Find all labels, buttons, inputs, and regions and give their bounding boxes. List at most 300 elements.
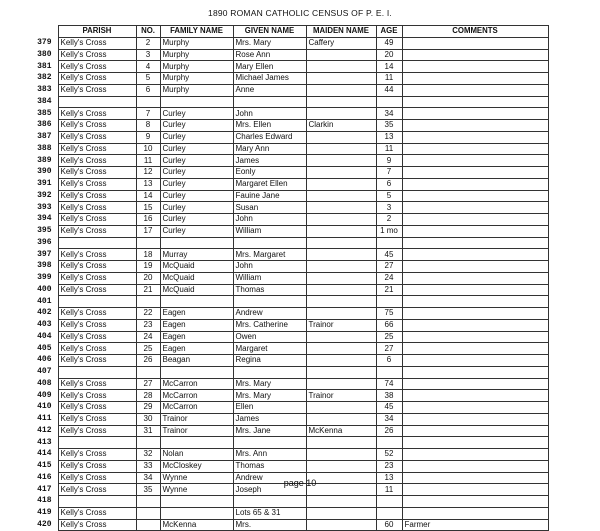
given-name-cell: Fauine Jane [233,190,306,202]
table-row [35,378,548,390]
comments-cell [402,331,548,343]
family-name-cell: Curley [160,190,233,202]
number-cell: 31 [136,425,160,437]
comments-cell [402,413,548,425]
given-name-cell: John [233,214,306,226]
parish-cell: Kelly's Cross [58,519,136,531]
parish-cell: Kelly's Cross [58,507,136,519]
number-cell: 20 [136,272,160,284]
comments-cell [402,390,548,402]
maiden-name-cell [306,225,376,237]
comments-cell [402,425,548,437]
header-comments: COMMENTS [402,26,548,38]
parish-cell: Kelly's Cross [58,202,136,214]
given-name-cell [233,496,306,508]
given-name-cell: Rose Ann [233,49,306,61]
maiden-name-cell [306,296,376,308]
number-cell: 4 [136,61,160,73]
maiden-name-cell [306,96,376,108]
number-cell [136,366,160,378]
family-name-cell: Wynne [160,472,233,484]
family-name-cell: Beagan [160,355,233,367]
comments-cell [402,37,548,49]
comments-cell [402,449,548,461]
comments-cell [402,178,548,190]
family-name-cell [160,496,233,508]
age-cell [376,96,402,108]
given-name-cell: Andrew [233,472,306,484]
table-header-row [35,26,548,38]
number-cell: 6 [136,84,160,96]
family-name-cell: Eagen [160,319,233,331]
table-row [35,366,548,378]
age-cell: 35 [376,120,402,132]
number-cell: 22 [136,308,160,320]
given-name-cell: Mrs. Mary [233,37,306,49]
given-name-cell: Charles Edward [233,131,306,143]
number-cell: 11 [136,155,160,167]
row-number: 409 [37,390,52,400]
maiden-name-cell [306,108,376,120]
table-row [35,249,548,261]
number-cell: 33 [136,460,160,472]
parish-cell: Kelly's Cross [58,472,136,484]
maiden-name-cell [306,84,376,96]
maiden-name-cell: Clarkin [306,120,376,132]
family-name-cell [160,96,233,108]
comments-cell [402,225,548,237]
comments-cell: Farmer [402,519,548,531]
header-age: AGE [376,26,402,38]
maiden-name-cell [306,131,376,143]
given-name-cell: Thomas [233,284,306,296]
table-row [35,496,548,508]
comments-cell [402,190,548,202]
table-row [35,96,548,108]
family-name-cell: Murphy [160,49,233,61]
age-cell: 27 [376,261,402,273]
maiden-name-cell [306,178,376,190]
family-name-cell: Nolan [160,449,233,461]
maiden-name-cell [306,519,376,531]
age-cell: 44 [376,84,402,96]
comments-cell [402,343,548,355]
comments-cell [402,49,548,61]
number-cell: 30 [136,413,160,425]
parish-cell: Kelly's Cross [58,225,136,237]
family-name-cell: McQuaid [160,272,233,284]
age-cell: 45 [376,402,402,414]
family-name-cell: McKenna [160,519,233,531]
row-number: 396 [37,237,52,247]
maiden-name-cell [306,49,376,61]
page-title: 1890 ROMAN CATHOLIC CENSUS OF P. E. I. [208,8,392,18]
table-row [35,49,548,61]
parish-cell: Kelly's Cross [58,284,136,296]
row-number: 399 [37,273,52,283]
row-number: 386 [37,120,52,130]
maiden-name-cell [306,237,376,249]
maiden-name-cell [306,190,376,202]
number-cell: 19 [136,261,160,273]
given-name-cell: Mrs. Margaret [233,249,306,261]
parish-cell: Kelly's Cross [58,37,136,49]
table-row [35,261,548,273]
number-cell [136,507,160,519]
parish-cell: Kelly's Cross [58,449,136,461]
header-maiden-name: MAIDEN NAME [306,26,376,38]
row-number: 388 [37,143,52,153]
maiden-name-cell [306,343,376,355]
age-cell: 24 [376,272,402,284]
number-cell [136,237,160,249]
table-row [35,237,548,249]
number-cell: 15 [136,202,160,214]
comments-cell [402,202,548,214]
given-name-cell: James [233,155,306,167]
age-cell: 25 [376,331,402,343]
header-no: NO. [136,26,160,38]
comments-cell [402,284,548,296]
table-row [35,190,548,202]
maiden-name-cell [306,460,376,472]
age-cell: 20 [376,49,402,61]
maiden-name-cell [306,261,376,273]
age-cell: 9 [376,155,402,167]
row-number: 402 [37,308,52,318]
table-row [35,402,548,414]
comments-cell [402,378,548,390]
number-cell [136,96,160,108]
row-number: 384 [37,96,52,106]
parish-cell: Kelly's Cross [58,308,136,320]
age-cell: 27 [376,343,402,355]
age-cell: 2 [376,214,402,226]
table-row [35,167,548,179]
family-name-cell: Curley [160,120,233,132]
family-name-cell: Curley [160,131,233,143]
comments-cell [402,237,548,249]
age-cell: 38 [376,390,402,402]
table-row [35,143,548,155]
age-cell: 21 [376,284,402,296]
number-cell [136,519,160,531]
age-cell: 60 [376,519,402,531]
maiden-name-cell [306,413,376,425]
given-name-cell: Lots 65 & 31 [233,507,306,519]
row-number: 416 [37,472,52,482]
parish-cell: Kelly's Cross [58,143,136,155]
given-name-cell: Susan [233,202,306,214]
given-name-cell: Mrs. Jane [233,425,306,437]
maiden-name-cell [306,272,376,284]
comments-cell [402,296,548,308]
row-number: 406 [37,355,52,365]
parish-cell: Kelly's Cross [58,319,136,331]
maiden-name-cell [306,214,376,226]
given-name-cell: Mrs. Ellen [233,120,306,132]
maiden-name-cell [306,366,376,378]
family-name-cell: Eagen [160,331,233,343]
parish-cell: Kelly's Cross [58,167,136,179]
number-cell: 34 [136,472,160,484]
given-name-cell: James [233,413,306,425]
number-cell: 8 [136,120,160,132]
family-name-cell: Curley [160,214,233,226]
age-cell: 13 [376,472,402,484]
age-cell: 23 [376,460,402,472]
parish-cell: Kelly's Cross [58,108,136,120]
family-name-cell [160,237,233,249]
family-name-cell: Murray [160,249,233,261]
age-cell: 49 [376,37,402,49]
family-name-cell [160,296,233,308]
age-cell: 14 [376,61,402,73]
table-row [35,355,548,367]
family-name-cell: Curley [160,167,233,179]
given-name-cell: William [233,272,306,284]
table-row [35,178,548,190]
row-number: 414 [37,449,52,459]
table-row [35,319,548,331]
row-number: 415 [37,461,52,471]
given-name-cell: Mrs. Ann [233,449,306,461]
header-parish: PARISH [58,26,136,38]
family-name-cell: Murphy [160,84,233,96]
given-name-cell: Andrew [233,308,306,320]
family-name-cell: Eagen [160,308,233,320]
maiden-name-cell [306,143,376,155]
row-number: 410 [37,402,52,412]
maiden-name-cell [306,61,376,73]
family-name-cell: Trainor [160,425,233,437]
parish-cell: Kelly's Cross [58,120,136,132]
row-number: 407 [37,367,52,377]
age-cell: 5 [376,190,402,202]
parish-cell: Kelly's Cross [58,402,136,414]
row-number: 412 [37,425,52,435]
maiden-name-cell [306,378,376,390]
row-number: 403 [37,320,52,330]
row-number: 411 [37,414,52,424]
maiden-name-cell [306,402,376,414]
parish-cell: Kelly's Cross [58,343,136,355]
comments-cell [402,61,548,73]
given-name-cell: Mrs. Mary [233,390,306,402]
number-cell [136,496,160,508]
family-name-cell: McCarron [160,390,233,402]
row-number: 387 [37,132,52,142]
given-name-cell: Mrs. Catherine [233,319,306,331]
given-name-cell: John [233,261,306,273]
age-cell: 45 [376,249,402,261]
family-name-cell: Curley [160,225,233,237]
table-row [35,225,548,237]
table-row [35,413,548,425]
page-number: page 10 [283,478,317,488]
parish-cell: Kelly's Cross [58,178,136,190]
comments-cell [402,131,548,143]
header-rownum [35,26,58,38]
row-number: 408 [37,378,52,388]
family-name-cell: Curley [160,202,233,214]
comments-cell [402,460,548,472]
family-name-cell: McCloskey [160,460,233,472]
family-name-cell: Murphy [160,73,233,85]
row-number: 397 [37,249,52,259]
family-name-cell: Curley [160,143,233,155]
row-number: 418 [37,496,52,506]
comments-cell [402,108,548,120]
parish-cell: Kelly's Cross [58,355,136,367]
age-cell [376,296,402,308]
age-cell: 66 [376,319,402,331]
age-cell: 6 [376,178,402,190]
comments-cell [402,319,548,331]
number-cell: 10 [136,143,160,155]
row-number: 420 [37,519,52,529]
comments-cell [402,507,548,519]
row-number: 382 [37,73,52,83]
maiden-name-cell [306,167,376,179]
parish-cell: Kelly's Cross [58,484,136,496]
parish-cell: Kelly's Cross [58,272,136,284]
row-number: 417 [37,484,52,494]
row-number: 394 [37,214,52,224]
parish-cell: Kelly's Cross [58,155,136,167]
row-number: 401 [37,296,52,306]
comments-cell [402,143,548,155]
given-name-cell: Ellen [233,402,306,414]
comments-cell [402,73,548,85]
parish-cell: Kelly's Cross [58,425,136,437]
parish-cell: Kelly's Cross [58,49,136,61]
age-cell [376,507,402,519]
age-cell [376,437,402,449]
row-number: 393 [37,202,52,212]
table-row [35,519,548,531]
number-cell: 16 [136,214,160,226]
parish-cell [58,496,136,508]
row-number: 383 [37,85,52,95]
maiden-name-cell [306,331,376,343]
number-cell: 24 [136,331,160,343]
maiden-name-cell [306,437,376,449]
age-cell: 34 [376,413,402,425]
maiden-name-cell: Caffery [306,37,376,49]
given-name-cell: Joseph [233,484,306,496]
comments-cell [402,402,548,414]
age-cell: 3 [376,202,402,214]
given-name-cell: Mary Ellen [233,61,306,73]
parish-cell: Kelly's Cross [58,214,136,226]
age-cell: 26 [376,425,402,437]
maiden-name-cell [306,449,376,461]
table-row [35,284,548,296]
table-row [35,308,548,320]
table-row [35,272,548,284]
number-cell: 7 [136,108,160,120]
parish-cell: Kelly's Cross [58,61,136,73]
age-cell: 1 mo [376,225,402,237]
age-cell [376,496,402,508]
parish-cell: Kelly's Cross [58,331,136,343]
row-number: 379 [37,38,52,48]
maiden-name-cell [306,284,376,296]
number-cell [136,296,160,308]
number-cell: 26 [136,355,160,367]
census-table [35,25,549,531]
comments-cell [402,249,548,261]
number-cell: 18 [136,249,160,261]
number-cell: 35 [136,484,160,496]
comments-cell [402,366,548,378]
maiden-name-cell [306,355,376,367]
family-name-cell: McCarron [160,378,233,390]
table-row [35,37,548,49]
age-cell: 34 [376,108,402,120]
table-row [35,343,548,355]
number-cell: 14 [136,190,160,202]
given-name-cell: Mrs. [233,519,306,531]
age-cell: 11 [376,484,402,496]
number-cell: 27 [136,378,160,390]
comments-cell [402,496,548,508]
comments-cell [402,120,548,132]
table-row [35,131,548,143]
family-name-cell [160,437,233,449]
family-name-cell: Trainor [160,413,233,425]
family-name-cell: Curley [160,155,233,167]
given-name-cell [233,437,306,449]
age-cell: 52 [376,449,402,461]
table-row [35,390,548,402]
row-number: 380 [37,49,52,59]
table-row [35,61,548,73]
family-name-cell: Murphy [160,37,233,49]
comments-cell [402,214,548,226]
given-name-cell: Margaret Ellen [233,178,306,190]
row-number: 395 [37,226,52,236]
comments-cell [402,155,548,167]
table-row [35,425,548,437]
age-cell: 74 [376,378,402,390]
comments-cell [402,437,548,449]
family-name-cell: McCarron [160,402,233,414]
row-number: 398 [37,261,52,271]
row-number: 391 [37,179,52,189]
comments-cell [402,84,548,96]
parish-cell: Kelly's Cross [58,460,136,472]
row-number: 400 [37,284,52,294]
row-number: 419 [37,508,52,518]
row-number: 392 [37,190,52,200]
parish-cell [58,237,136,249]
maiden-name-cell [306,308,376,320]
number-cell: 28 [136,390,160,402]
number-cell: 17 [136,225,160,237]
table-row [35,449,548,461]
parish-cell [58,437,136,449]
given-name-cell: Thomas [233,460,306,472]
maiden-name-cell [306,73,376,85]
given-name-cell [233,366,306,378]
family-name-cell: Murphy [160,61,233,73]
table-row [35,296,548,308]
family-name-cell: Curley [160,108,233,120]
number-cell: 25 [136,343,160,355]
family-name-cell: McQuaid [160,284,233,296]
